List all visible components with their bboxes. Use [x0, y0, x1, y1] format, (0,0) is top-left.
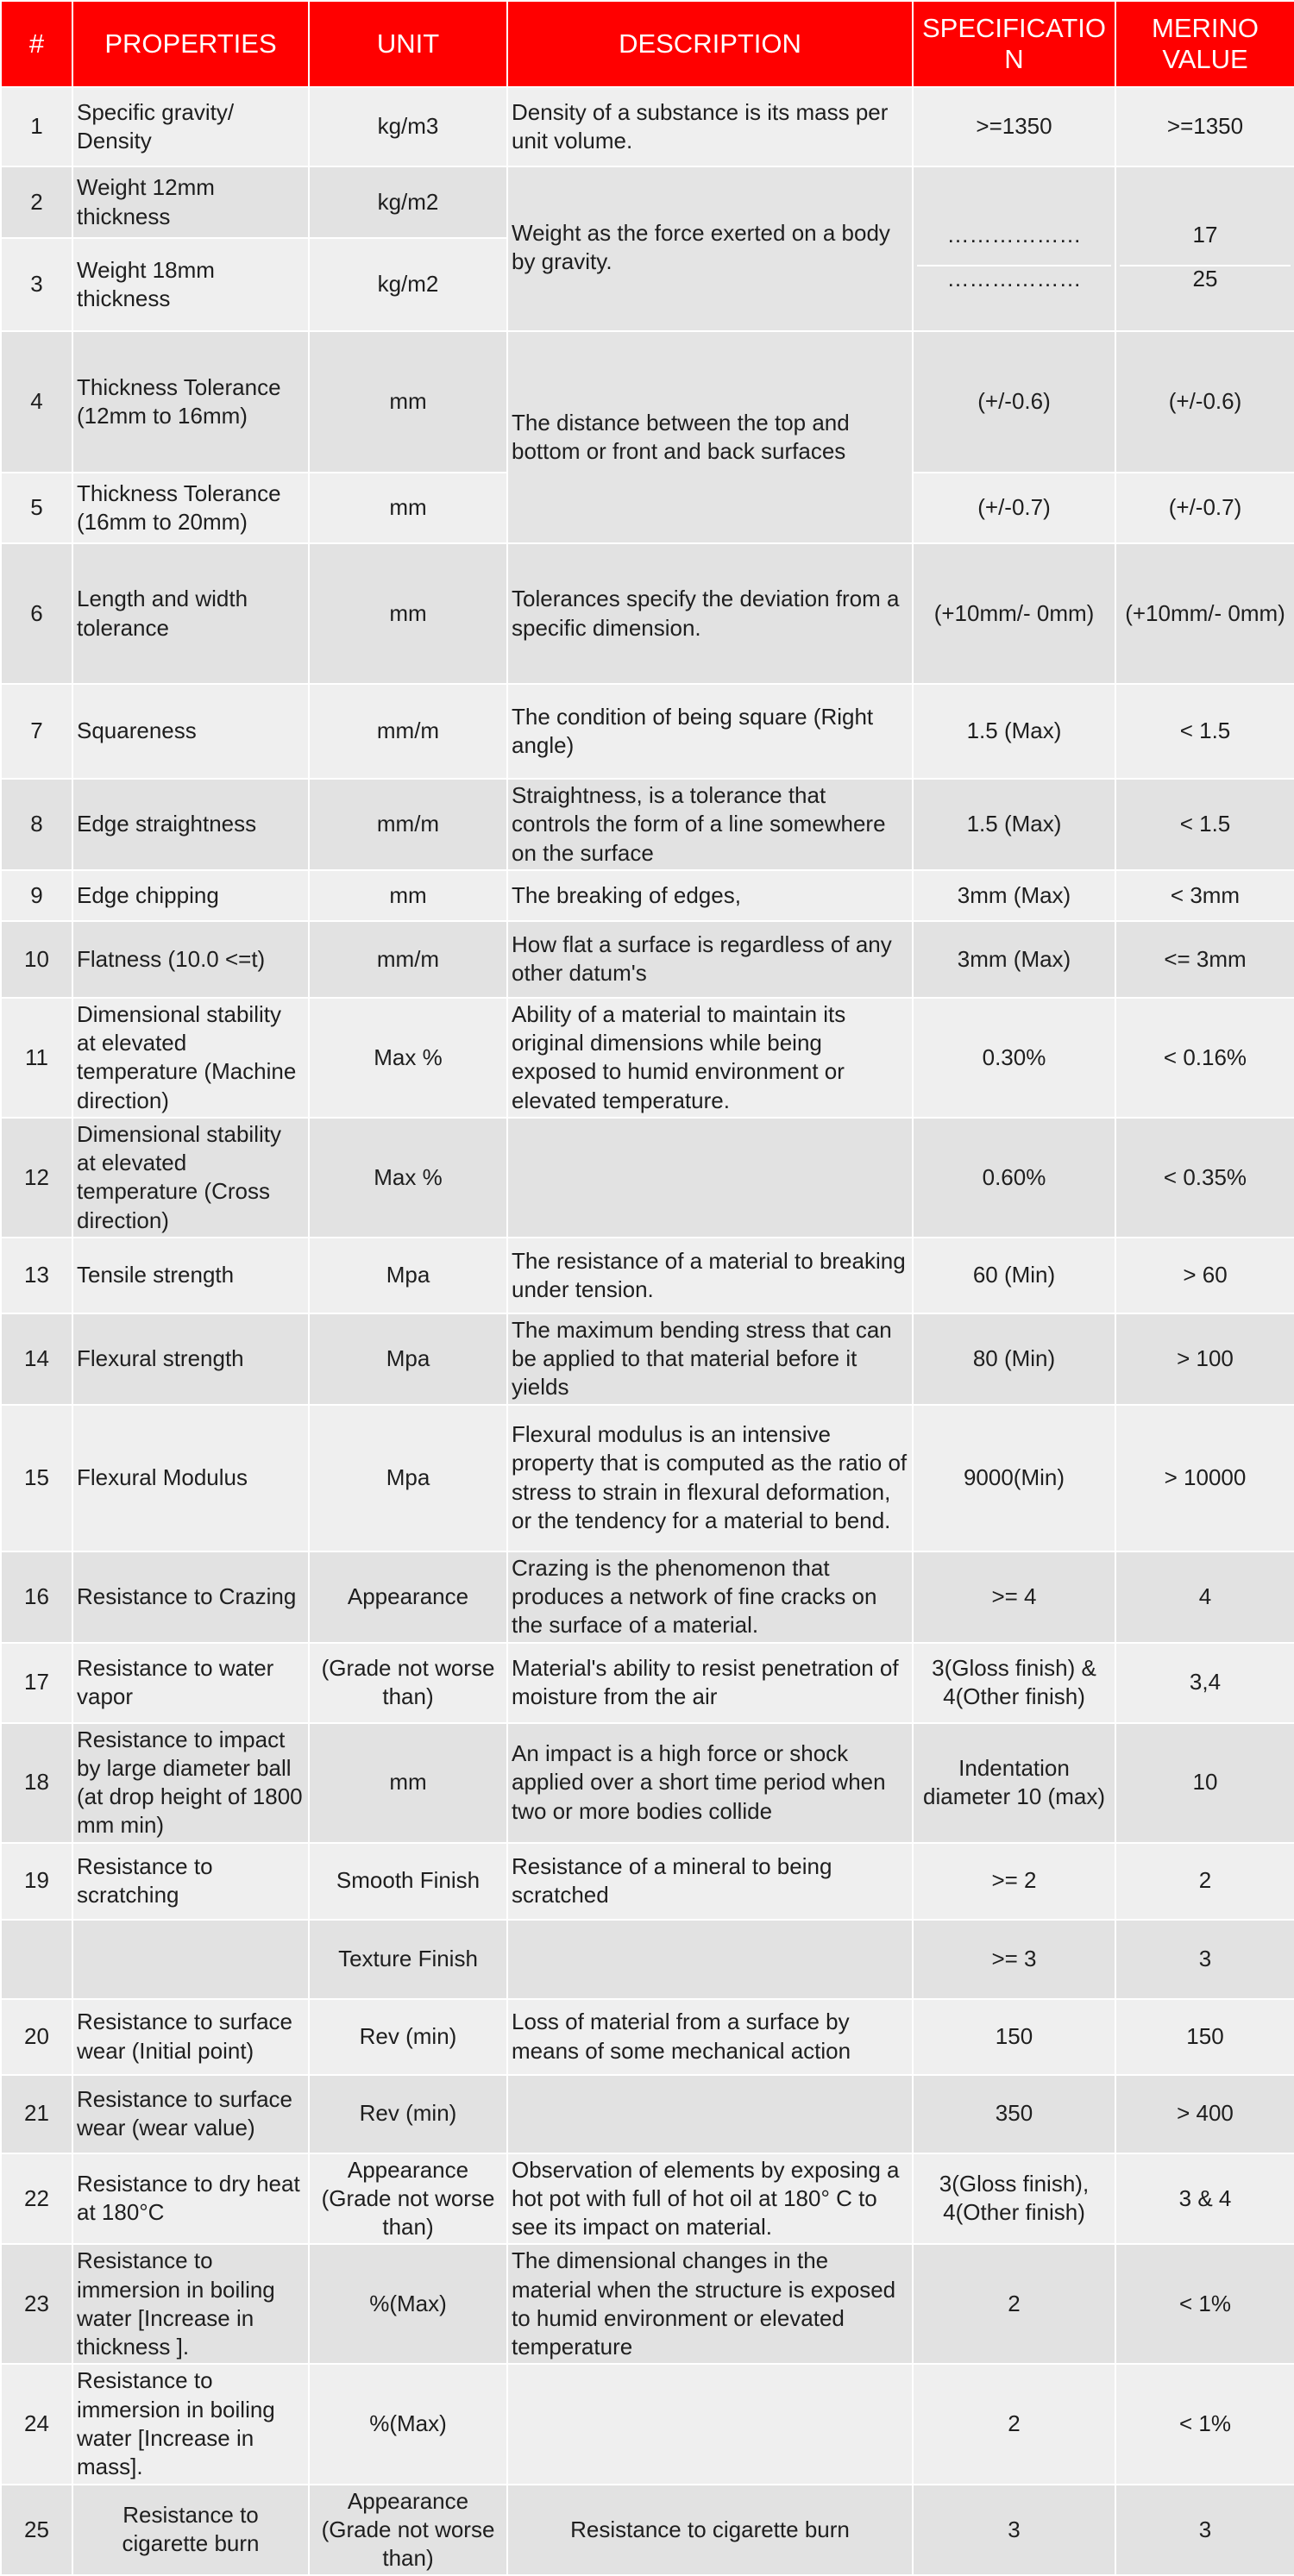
cell-spec: 2: [913, 2244, 1115, 2364]
cell-merino: 4: [1115, 1551, 1294, 1643]
cell-unit: mm: [309, 473, 507, 543]
cell-merino-weight: [1115, 166, 1294, 331]
cell-unit: Appearance: [309, 1551, 507, 1643]
cell-num: 20: [1, 1999, 72, 2075]
cell-property: Dimensional stability at elevated temperature (Machine direction): [72, 998, 309, 1118]
table-row: [1, 1920, 1294, 1999]
cell-num: 17: [1, 1643, 72, 1723]
cell-num: 6: [1, 543, 72, 684]
table-row: [1, 1551, 1294, 1643]
cell-num: 18: [1, 1723, 72, 1843]
cell-num: 2: [1, 166, 72, 238]
table-row: [1, 2075, 1294, 2153]
cell-description: Straightness, is a tolerance that controls the form of a line somewhere on the surface: [507, 779, 913, 870]
cell-spec: 2: [913, 2364, 1115, 2484]
cell-property: Weight 12mm thickness: [72, 166, 309, 238]
cell-num: 21: [1, 2075, 72, 2153]
cell-property: Resistance to surface wear (wear value): [72, 2075, 309, 2153]
cell-property: Resistance to impact by large diameter ball (at drop height of 1800 mm min): [72, 1723, 309, 1843]
cell-num: 16: [1, 1551, 72, 1643]
cell-unit: kg/m2: [309, 166, 507, 238]
cell-merino: (+/-0.7): [1115, 473, 1294, 543]
cell-property: Dimensional stability at elevated temperature (Cross direction): [72, 1118, 309, 1238]
cell-description: Tolerances specify the deviation from a specific dimension.: [507, 543, 913, 684]
cell-num: [1, 1920, 72, 1999]
cell-spec: (+10mm/- 0mm): [913, 543, 1115, 684]
table-row: [1, 684, 1294, 779]
cell-description: Observation of elements by exposing a hot pot with full of hot oil at 180° C to see its impact on material.: [507, 2153, 913, 2245]
cell-unit: mm: [309, 331, 507, 473]
cell-num: 19: [1, 1843, 72, 1920]
cell-merino: >=1350: [1115, 87, 1294, 166]
cell-property: Resistance to dry heat at 180°C: [72, 2153, 309, 2245]
cell-merino: < 1.5: [1115, 684, 1294, 779]
cell-unit: (Grade not worse than): [309, 1643, 507, 1723]
table-row: [1, 1843, 1294, 1920]
cell-spec: ………………: [946, 221, 1082, 248]
cell-num: 3: [1, 238, 72, 331]
cell-unit: Rev (min): [309, 1999, 507, 2075]
cell-unit: Mpa: [309, 1313, 507, 1405]
header-row: [1, 1, 1294, 87]
cell-merino: < 1%: [1115, 2244, 1294, 2364]
cell-property: Resistance to cigarette burn: [72, 2485, 309, 2576]
cell-num: 10: [1, 921, 72, 998]
cell-spec: 1.5 (Max): [913, 684, 1115, 779]
cell-num: 5: [1, 473, 72, 543]
cell-description: Resistance of a mineral to being scratched: [507, 1843, 913, 1920]
header-unit: UNIT: [309, 1, 507, 87]
cell-merino: (+/-0.6): [1115, 331, 1294, 473]
cell-unit: Appearance (Grade not worse than): [309, 2153, 507, 2245]
table-row: [1, 1405, 1294, 1551]
cell-description: Loss of material from a surface by means of some mechanical action: [507, 1999, 913, 2075]
cell-unit: Appearance (Grade not worse than): [309, 2485, 507, 2576]
header-specification: SPECIFICATION: [913, 1, 1115, 87]
cell-property: Weight 18mm thickness: [72, 238, 309, 331]
cell-description: The resistance of a material to breaking under tension.: [507, 1238, 913, 1313]
cell-property: Flatness (10.0 <=t): [72, 921, 309, 998]
cell-merino: < 3mm: [1115, 870, 1294, 921]
cell-spec: 3mm (Max): [913, 921, 1115, 998]
cell-unit: mm: [309, 543, 507, 684]
header-num: #: [1, 1, 72, 87]
table-row: [1, 1723, 1294, 1843]
table-row: [1, 543, 1294, 684]
cell-unit: %(Max): [309, 2244, 507, 2364]
cell-property: Resistance to water vapor: [72, 1643, 309, 1723]
cell-num: 1: [1, 87, 72, 166]
cell-property: Resistance to immersion in boiling water [Increase in thickness ].: [72, 2244, 309, 2364]
cell-merino: 3: [1115, 1920, 1294, 1999]
cell-spec: >= 3: [913, 1920, 1115, 1999]
cell-num: 22: [1, 2153, 72, 2245]
cell-description: Flexural modulus is an intensive property that is computed as the ratio of stress to strain in flexural deformation, or the tendency for a material to bend.: [507, 1405, 913, 1551]
cell-property: Resistance to immersion in boiling water [Increase in mass].: [72, 2364, 309, 2484]
cell-merino: < 1%: [1115, 2364, 1294, 2484]
cell-num: 7: [1, 684, 72, 779]
cell-merino: > 60: [1115, 1238, 1294, 1313]
cell-spec: 350: [913, 2075, 1115, 2153]
cell-unit: Mpa: [309, 1238, 507, 1313]
cell-merino: 25: [1120, 265, 1291, 292]
cell-merino: 150: [1115, 1999, 1294, 2075]
cell-num: 12: [1, 1118, 72, 1238]
cell-merino: 3 & 4: [1115, 2153, 1294, 2245]
table-row: [1, 87, 1294, 166]
cell-spec: 3(Gloss finish) & 4(Other finish): [913, 1643, 1115, 1723]
cell-description: Resistance to cigarette burn: [507, 2485, 913, 2576]
cell-merino: < 0.35%: [1115, 1118, 1294, 1238]
cell-spec: (+/-0.7): [913, 473, 1115, 543]
cell-num: 23: [1, 2244, 72, 2364]
cell-unit: kg/m3: [309, 87, 507, 166]
cell-property: Edge chipping: [72, 870, 309, 921]
cell-description: How flat a surface is regardless of any other datum's: [507, 921, 913, 998]
cell-description: [507, 2364, 913, 2484]
cell-merino: 3: [1115, 2485, 1294, 2576]
table-row: [1, 331, 1294, 473]
cell-description: The breaking of edges,: [507, 870, 913, 921]
cell-spec: 9000(Min): [913, 1405, 1115, 1551]
table-row: [1, 2364, 1294, 2484]
table-row: [1, 2153, 1294, 2245]
cell-spec-weight: [913, 166, 1115, 331]
cell-spec: 0.60%: [913, 1118, 1115, 1238]
table-row: [1, 2244, 1294, 2364]
cell-unit: Texture Finish: [309, 1920, 507, 1999]
cell-spec: ………………: [917, 265, 1111, 292]
cell-unit: kg/m2: [309, 238, 507, 331]
cell-description: The dimensional changes in the material when the structure is exposed to humid environment or elevated temperature: [507, 2244, 913, 2364]
cell-spec: 3mm (Max): [913, 870, 1115, 921]
cell-property: Edge straightness: [72, 779, 309, 870]
cell-unit: Rev (min): [309, 2075, 507, 2153]
cell-property: Tensile strength: [72, 1238, 309, 1313]
cell-description: An impact is a high force or shock applied over a short time period when two or more bodies collide: [507, 1723, 913, 1843]
cell-property: Thickness Tolerance (12mm to 16mm): [72, 331, 309, 473]
cell-property: Resistance to Crazing: [72, 1551, 309, 1643]
cell-unit: mm/m: [309, 921, 507, 998]
cell-num: 25: [1, 2485, 72, 2576]
cell-spec: 3: [913, 2485, 1115, 2576]
cell-description: Crazing is the phenomenon that produces a network of fine cracks on the surface of a material.: [507, 1551, 913, 1643]
cell-property: Resistance to scratching: [72, 1843, 309, 1920]
cell-merino: > 400: [1115, 2075, 1294, 2153]
cell-description-thickness: The distance between the top and bottom or front and back surfaces: [507, 331, 913, 543]
cell-unit: Mpa: [309, 1405, 507, 1551]
cell-merino: > 10000: [1115, 1405, 1294, 1551]
cell-spec: (+/-0.6): [913, 331, 1115, 473]
cell-spec: 3(Gloss finish), 4(Other finish): [913, 2153, 1115, 2245]
cell-unit: mm/m: [309, 779, 507, 870]
header-properties: PROPERTIES: [72, 1, 309, 87]
cell-merino: (+10mm/- 0mm): [1115, 543, 1294, 684]
cell-spec: 1.5 (Max): [913, 779, 1115, 870]
header-merino-value: MERINO VALUE: [1115, 1, 1294, 87]
cell-property: [72, 1920, 309, 1999]
cell-property: Resistance to surface wear (Initial point): [72, 1999, 309, 2075]
cell-unit: Max %: [309, 1118, 507, 1238]
cell-property: Flexural strength: [72, 1313, 309, 1405]
table-row: [1, 779, 1294, 870]
cell-description-weight: Weight as the force exerted on a body by gravity.: [507, 166, 913, 331]
cell-unit: mm: [309, 870, 507, 921]
cell-merino: 10: [1115, 1723, 1294, 1843]
cell-description: Material's ability to resist penetration of moisture from the air: [507, 1643, 913, 1723]
cell-num: 24: [1, 2364, 72, 2484]
cell-spec: Indentation diameter 10 (max): [913, 1723, 1115, 1843]
cell-description: [507, 2075, 913, 2153]
table-row: [1, 1118, 1294, 1238]
table-row: [1, 998, 1294, 1118]
table-row: [1, 1643, 1294, 1723]
cell-num: 9: [1, 870, 72, 921]
cell-property: Flexural Modulus: [72, 1405, 309, 1551]
cell-unit: mm/m: [309, 684, 507, 779]
header-description: DESCRIPTION: [507, 1, 913, 87]
cell-property: Squareness: [72, 684, 309, 779]
cell-spec: 150: [913, 1999, 1115, 2075]
cell-spec: 0.30%: [913, 998, 1115, 1118]
cell-merino: 3,4: [1115, 1643, 1294, 1723]
cell-merino: <= 3mm: [1115, 921, 1294, 998]
table-row: [1, 1238, 1294, 1313]
cell-spec: >=1350: [913, 87, 1115, 166]
table-row: [1, 166, 1294, 238]
table-row: [1, 1313, 1294, 1405]
cell-description: [507, 1920, 913, 1999]
table-row: [1, 1999, 1294, 2075]
cell-spec: 60 (Min): [913, 1238, 1115, 1313]
table-row: [1, 921, 1294, 998]
cell-merino: > 100: [1115, 1313, 1294, 1405]
cell-merino: 17: [1192, 221, 1218, 248]
cell-num: 4: [1, 331, 72, 473]
cell-property: Thickness Tolerance (16mm to 20mm): [72, 473, 309, 543]
cell-num: 14: [1, 1313, 72, 1405]
table-row: [1, 870, 1294, 921]
cell-num: 15: [1, 1405, 72, 1551]
table-row: [1, 2485, 1294, 2576]
cell-description: [507, 1118, 913, 1238]
cell-merino: < 0.16%: [1115, 998, 1294, 1118]
cell-description: Ability of a material to maintain its original dimensions while being exposed to humid environment or elevated temperature.: [507, 998, 913, 1118]
cell-spec: >= 2: [913, 1843, 1115, 1920]
cell-property: Specific gravity/ Density: [72, 87, 309, 166]
cell-description: Density of a substance is its mass per unit volume.: [507, 87, 913, 166]
cell-spec: >= 4: [913, 1551, 1115, 1643]
cell-merino: < 1.5: [1115, 779, 1294, 870]
cell-description: The maximum bending stress that can be applied to that material before it yields: [507, 1313, 913, 1405]
cell-num: 11: [1, 998, 72, 1118]
cell-spec: 80 (Min): [913, 1313, 1115, 1405]
cell-property: Length and width tolerance: [72, 543, 309, 684]
cell-unit: Smooth Finish: [309, 1843, 507, 1920]
cell-description: The condition of being square (Right angle): [507, 684, 913, 779]
cell-unit: mm: [309, 1723, 507, 1843]
cell-unit: %(Max): [309, 2364, 507, 2484]
cell-num: 8: [1, 779, 72, 870]
cell-unit: Max %: [309, 998, 507, 1118]
cell-merino: 2: [1115, 1843, 1294, 1920]
cell-num: 13: [1, 1238, 72, 1313]
